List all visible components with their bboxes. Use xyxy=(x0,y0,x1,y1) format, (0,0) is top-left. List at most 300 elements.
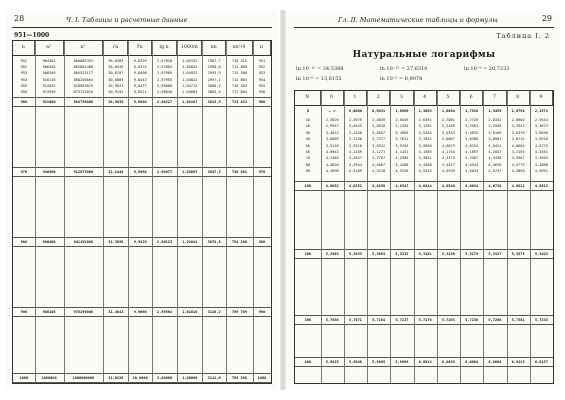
table-cell: 980100 xyxy=(42,310,56,314)
row-separator xyxy=(13,382,271,383)
table-cell: 3,7136 xyxy=(348,137,362,142)
table-cell: 5,3083 xyxy=(372,252,386,256)
table-cell: 5,3033 xyxy=(348,252,362,256)
table-cell: 5,3230 xyxy=(441,252,455,256)
table-cell: 4,1109 xyxy=(348,150,362,154)
table-cell: 4,6821 xyxy=(511,184,525,188)
left-page-number: 28 xyxy=(14,14,25,23)
table-cell: 5,7333 xyxy=(534,318,548,322)
table-cell: 3,9120 xyxy=(325,143,339,148)
table-cell: 0,6931 xyxy=(372,109,386,113)
column-header: πn²/4 xyxy=(226,41,253,55)
table-cell: 3,0910 xyxy=(372,124,386,129)
column-header: n² xyxy=(35,41,64,55)
table-cell: 3,1781 xyxy=(418,124,432,129)
table-cell: 865523177 xyxy=(73,71,94,76)
left-page xyxy=(6,10,278,390)
table-cell: 2,99123 xyxy=(156,240,173,244)
table-row xyxy=(295,317,553,323)
table-cell: 2,97864 xyxy=(156,65,173,70)
row-separator xyxy=(295,324,553,325)
table-cell: 3,4012 xyxy=(325,130,339,135)
table-cell: 100 xyxy=(304,184,312,188)
table-row xyxy=(13,375,271,381)
table-cell: 3,6636 xyxy=(534,130,548,135)
table-row xyxy=(295,130,553,136)
column-divider xyxy=(202,41,203,383)
table-cell: 10,0000 xyxy=(132,376,148,380)
table-cell: 4,3820 xyxy=(325,162,339,167)
constant-4: ln 10⁻⁶ = 13,8155 xyxy=(296,76,342,82)
table-cell: 5,3375 xyxy=(511,252,525,256)
column-header: 0 xyxy=(321,91,344,105)
table-cell: 952 xyxy=(20,65,28,70)
table-cell: 4,3307 xyxy=(465,156,479,161)
table-cell: 31,3050 xyxy=(108,240,124,244)
table-cell: 970 xyxy=(258,170,266,174)
table-cell: 4,5747 xyxy=(488,169,502,174)
table-cell: 2,97909 xyxy=(156,71,173,76)
column-divider xyxy=(152,41,153,383)
row-separator xyxy=(295,366,553,367)
table-cell: 30,9031 xyxy=(108,83,124,88)
table-row xyxy=(295,359,553,365)
table-cell: 1,04167 xyxy=(182,100,198,104)
table-cell: 2,1972 xyxy=(534,109,548,113)
column-divider xyxy=(414,91,415,383)
table-header xyxy=(295,91,553,106)
table-cell: 5,3423 xyxy=(534,252,548,256)
table-cell: 6,0088 xyxy=(488,360,502,364)
table-cell: 4,5109 xyxy=(348,169,362,174)
table-cell: 754 296 xyxy=(231,240,247,244)
table-cell: 9,9329 xyxy=(133,240,147,244)
column-header: ∛n xyxy=(128,41,151,55)
table-cell: 990 xyxy=(258,310,266,314)
table-cell: 4,2341 xyxy=(534,150,548,154)
table-cell: 2997,1 xyxy=(207,77,221,82)
table-cell: 90 xyxy=(305,169,310,174)
table-cell: 3110,2 xyxy=(207,310,221,314)
row-separator xyxy=(13,176,271,177)
table-cell: 5,2983 xyxy=(325,252,339,256)
table-cell: 990 xyxy=(20,310,28,314)
table-cell: 3,0445 xyxy=(348,124,362,129)
table-cell: 1,04822 xyxy=(182,77,198,82)
constant-3: ln 10⁻⁹ = 20,7233 xyxy=(464,66,510,72)
table-cell: 3,5553 xyxy=(441,130,455,135)
table-cell: 2,8332 xyxy=(488,118,502,122)
table-cell: 3,8501 xyxy=(488,137,502,142)
table-cell: 3078,8 xyxy=(207,240,221,244)
table-cell: 5,7268 xyxy=(488,318,502,322)
table-cell: 9,9666 xyxy=(133,310,147,314)
table-cell: 20 xyxy=(305,124,310,129)
table-cell: 4,6250 xyxy=(372,184,386,188)
table-cell: 980 xyxy=(20,240,28,244)
table-row xyxy=(295,155,553,161)
column-divider xyxy=(530,91,531,383)
table-row xyxy=(13,83,271,89)
table-cell: 3,6109 xyxy=(488,130,502,135)
table-row xyxy=(13,309,271,315)
table-cell: 4,1897 xyxy=(465,150,479,154)
table-row xyxy=(13,239,271,245)
table-cell: 3003,4 xyxy=(207,90,221,94)
table-cell: 4,2047 xyxy=(488,150,502,154)
table-cell: 873722816 xyxy=(73,90,94,94)
table-cell: 400 xyxy=(304,360,312,364)
table-cell: 4,3944 xyxy=(348,162,362,167)
table-cell: 1,04932 xyxy=(182,71,198,76)
table-cell: 953 xyxy=(258,71,266,76)
constant-1: ln 10⁻¹⁵ = 34,5388 xyxy=(296,66,344,72)
table-cell: 4,2195 xyxy=(511,150,525,154)
table-cell: 4,0775 xyxy=(534,143,548,148)
column-header: 4 xyxy=(414,91,437,105)
table-cell: 4,4067 xyxy=(372,162,386,167)
table-cell: 4,5951 xyxy=(534,169,548,174)
table-cell: 4,5218 xyxy=(372,169,386,174)
table-row xyxy=(295,117,553,123)
row-separator xyxy=(295,190,553,191)
table-row xyxy=(295,123,553,129)
row-separator xyxy=(295,258,553,259)
column-divider xyxy=(253,41,254,383)
table-cell: 3000,2 xyxy=(207,83,221,88)
table-cell: 5,7104 xyxy=(372,318,386,322)
table-cell: 1,00000 xyxy=(182,376,198,380)
table-cell: 4,6444 xyxy=(418,184,432,188)
table-cell: 769 769 xyxy=(231,310,247,314)
table-cell: 953 xyxy=(20,71,28,76)
table-row xyxy=(13,99,271,105)
table-cell: 870983875 xyxy=(73,83,94,88)
column-header: 6 xyxy=(460,91,483,105)
row-separator xyxy=(295,357,553,358)
table-cell: 2990,8 xyxy=(207,65,221,70)
table-cell: 4,4188 xyxy=(395,162,409,167)
table-cell: 3,6889 xyxy=(325,137,339,142)
table-cell: 2,9444 xyxy=(534,118,548,122)
table-cell: 717 804 xyxy=(231,90,247,94)
table-cell: 5,9965 xyxy=(372,360,386,364)
table-cell: 9,8374 xyxy=(133,65,147,70)
table-cell: 2,98046 xyxy=(156,90,173,94)
table-cell: 4,6634 xyxy=(465,184,479,188)
table-cell: 1000 xyxy=(19,376,29,380)
table-cell: 2,98677 xyxy=(156,170,173,174)
table-cell: 884736000 xyxy=(73,100,94,104)
table-cell: 4,6052 xyxy=(325,184,339,188)
table-cell: 1,6094 xyxy=(441,109,455,113)
table-cell: 1000 xyxy=(257,376,267,380)
column-header: 1 xyxy=(344,91,367,105)
table-cell: 4,0604 xyxy=(511,143,525,148)
table-cell: 4,0431 xyxy=(488,143,502,148)
table-cell: 4,4886 xyxy=(534,162,548,167)
table-cell: 5,3279 xyxy=(465,252,479,256)
table-cell: 30,8383 xyxy=(108,59,124,63)
table-cell: 9,8477 xyxy=(133,83,147,88)
row-separator xyxy=(13,97,271,98)
column-header: πn xyxy=(202,41,225,55)
table-cell: 30,8869 xyxy=(108,77,124,82)
table-header xyxy=(13,41,271,56)
table-cell: 3,9512 xyxy=(372,143,386,148)
table-cell: 5,7301 xyxy=(511,318,525,322)
column-header: 5 xyxy=(437,91,460,105)
table-cell: 6,0039 xyxy=(441,360,455,364)
table-cell: 3,1355 xyxy=(395,124,409,129)
table-cell: 3,4965 xyxy=(395,130,409,135)
table-row xyxy=(295,136,553,142)
table-cell: 5,9915 xyxy=(325,360,339,364)
table-cell: 40 xyxy=(305,137,310,142)
table-cell: 1,05152 xyxy=(182,59,198,63)
table-cell: 2,7726 xyxy=(465,118,479,122)
table-cell: 4,2767 xyxy=(372,156,386,161)
row-separator xyxy=(13,307,271,308)
table-cell: 3,7612 xyxy=(395,137,409,142)
table-cell: 723 823 xyxy=(231,100,247,104)
table-cell: 3,9703 xyxy=(395,143,409,148)
table-cell: 3,00000 xyxy=(156,376,173,380)
table-cell: 956 xyxy=(20,90,28,94)
table-cell: 4,3567 xyxy=(511,156,525,161)
table-cell: 3,7377 xyxy=(372,137,386,142)
table-cell: 2,5649 xyxy=(395,118,409,122)
table-cell: 940900 xyxy=(42,170,56,174)
column-divider xyxy=(226,41,227,383)
constant-5: ln 10⁻³ = 6,9078 xyxy=(380,76,423,82)
table-cell: 9,8511 xyxy=(133,90,147,94)
table-cell: 4,5643 xyxy=(465,169,479,174)
column-header: n³ xyxy=(64,41,104,55)
constant-2: ln 10⁻¹² = 27,6310 xyxy=(380,66,428,72)
column-divider xyxy=(344,91,345,383)
table-cell: 30 xyxy=(305,130,310,135)
table-row xyxy=(13,58,271,64)
table-cell: 4,5850 xyxy=(511,169,525,174)
right-running-head: Гл. II. Математические таблицы и формулы xyxy=(338,16,498,24)
table-cell: 710 315 xyxy=(231,59,247,63)
table-cell: 60 xyxy=(305,150,310,154)
table-row xyxy=(295,183,553,189)
table-cell: 2,9957 xyxy=(325,124,339,129)
table-cell: 3,9890 xyxy=(418,143,432,148)
table-cell: 31,6228 xyxy=(108,376,124,380)
table-cell: 4,4659 xyxy=(488,162,502,167)
table-cell: 80 xyxy=(305,162,310,167)
table-cell: 30,9192 xyxy=(108,90,124,94)
table-cell: 5,9940 xyxy=(348,360,362,364)
table-cell: 3,4657 xyxy=(372,130,386,135)
table-cell: 3,2958 xyxy=(488,124,502,129)
table-row xyxy=(13,70,271,76)
column-divider xyxy=(177,41,178,383)
table-cell: 70 xyxy=(305,156,310,161)
table-cell: 30,9839 xyxy=(108,100,124,104)
table-cell: 3,3322 xyxy=(511,124,525,129)
natural-log-table xyxy=(294,90,554,384)
table-cell: 4,6347 xyxy=(395,184,409,188)
table-cell: 2,8904 xyxy=(511,118,525,122)
table-cell: 951 xyxy=(258,59,266,63)
table-cell: 910116 xyxy=(42,77,56,82)
table-cell: 960400 xyxy=(42,240,56,244)
table-cell: 2,98000 xyxy=(156,83,173,88)
column-divider xyxy=(35,41,36,383)
header-rule xyxy=(294,27,554,28)
table-cell: 970 xyxy=(20,170,28,174)
column-divider xyxy=(460,91,461,383)
column-header: lg n xyxy=(152,41,177,55)
column-header: N xyxy=(295,91,321,105)
right-page xyxy=(288,10,560,390)
table-cell: 30,8545 xyxy=(108,65,124,70)
table-cell: 3,6376 xyxy=(511,130,525,135)
table-cell: 3,8918 xyxy=(534,137,548,142)
table-cell: 970299000 xyxy=(73,310,94,314)
table-row xyxy=(295,108,553,114)
table-cell: 9,8990 xyxy=(133,170,147,174)
table-range-label: 951—1000 xyxy=(14,32,50,39)
table-row xyxy=(13,169,271,175)
table-row xyxy=(295,168,553,174)
column-divider xyxy=(128,41,129,383)
table-cell: 4,6540 xyxy=(441,184,455,188)
table-cell: 868250664 xyxy=(73,77,94,82)
table-cell: 3047,3 xyxy=(207,170,221,174)
table-cell: 913936 xyxy=(42,90,56,94)
table-cell: 941192000 xyxy=(73,240,94,244)
column-header: 9 xyxy=(530,91,553,105)
column-header: 3 xyxy=(390,91,413,105)
table-cell: 716 303 xyxy=(231,83,247,88)
column-header: √n xyxy=(103,41,128,55)
table-cell: 4,0254 xyxy=(465,143,479,148)
table-cell: 5,7170 xyxy=(418,318,432,322)
table-cell: 4,0943 xyxy=(325,150,339,154)
table-cell: 31,1448 xyxy=(108,170,124,174)
header-rule xyxy=(12,27,272,28)
row-separator xyxy=(295,181,553,182)
table-cell: 921600 xyxy=(42,100,56,104)
table-cell: 904401 xyxy=(42,59,56,63)
table-cell: 4,2485 xyxy=(325,156,339,161)
table-cell: 50 xyxy=(305,143,310,148)
table-cell: 785 398 xyxy=(231,376,247,380)
table-cell: 4,5539 xyxy=(441,169,455,174)
table-cell: 4,1589 xyxy=(418,150,432,154)
column-header: n xyxy=(253,41,271,55)
table-cell: 4,5326 xyxy=(395,169,409,174)
row-separator xyxy=(13,237,271,238)
table-cell: 10 xyxy=(305,118,310,122)
column-divider xyxy=(64,41,65,383)
table-row xyxy=(295,149,553,155)
table-row xyxy=(295,143,553,149)
table-cell: 6,0064 xyxy=(465,360,479,364)
table-cell: 1,04712 xyxy=(182,83,198,88)
table-cell: 1,03093 xyxy=(182,170,198,174)
table-cell: 3,7842 xyxy=(418,137,432,142)
table-cell: 4,4427 xyxy=(441,162,455,167)
table-cell: 5,3181 xyxy=(418,252,432,256)
table-cell: 2,4849 xyxy=(372,118,386,122)
row-separator xyxy=(295,315,553,316)
table-cell: 0,0000 xyxy=(348,109,362,113)
table-cell: 300 xyxy=(304,318,312,322)
column-divider xyxy=(367,91,368,383)
table-row xyxy=(295,251,553,257)
column-divider xyxy=(390,91,391,383)
table-cell: 1000000000 xyxy=(72,376,95,380)
row-separator xyxy=(13,167,271,168)
row-separator xyxy=(295,249,553,250)
table-cell: 2,0794 xyxy=(511,109,525,113)
row-separator xyxy=(13,316,271,317)
table-cell: 1,04603 xyxy=(182,90,198,94)
table-cell: 200 xyxy=(304,252,312,256)
table-cell: 4,5433 xyxy=(418,169,432,174)
table-cell: 9,8339 xyxy=(133,59,147,63)
table-cell: 952 xyxy=(258,65,266,70)
table-cell: 3,5835 xyxy=(465,130,479,135)
table-cell: 2993,9 xyxy=(207,71,221,76)
table-cell: 860085351 xyxy=(73,59,94,63)
table-cell: 5,3132 xyxy=(395,252,409,256)
table-cell: 3015,9 xyxy=(207,100,221,104)
table-cell: 4,3175 xyxy=(441,156,455,161)
table-cell: 2,3979 xyxy=(348,118,362,122)
table-cell: 3,8067 xyxy=(441,137,455,142)
table-cell: 713 306 xyxy=(231,71,247,76)
table-cell: 4,3041 xyxy=(418,156,432,161)
table-cell: 6,0113 xyxy=(511,360,525,364)
table-cell: 4,3438 xyxy=(488,156,502,161)
table-cell: 1,0986 xyxy=(395,109,409,113)
table-cell: 4,6728 xyxy=(488,184,502,188)
table-cell: 2,7081 xyxy=(441,118,455,122)
table-cell: — ∞ xyxy=(328,109,336,113)
table-cell: 0 xyxy=(306,109,309,113)
table-cell: 960 xyxy=(20,100,28,104)
table-cell: 2,97955 xyxy=(156,77,173,82)
table-row xyxy=(13,77,271,83)
table-cell: 5,7236 xyxy=(465,318,479,322)
table-cell: 4,1271 xyxy=(372,150,386,154)
column-divider xyxy=(321,91,322,383)
table-cell: 9,8408 xyxy=(133,71,147,76)
table-cell: 862801408 xyxy=(73,65,94,70)
table-cell: 6,0014 xyxy=(418,360,432,364)
table-cell: 5,9989 xyxy=(395,360,409,364)
table-cell: 5,3327 xyxy=(488,252,502,256)
table-cell: 3,4340 xyxy=(348,130,362,135)
table-cell: 3,8712 xyxy=(511,137,525,142)
table-cell: 4,6913 xyxy=(534,184,548,188)
table-cell: 738 981 xyxy=(231,170,247,174)
table-cell: 5,7038 xyxy=(325,318,339,322)
table-cell: 4,2627 xyxy=(348,156,362,161)
table-cell: 4,2905 xyxy=(395,156,409,161)
table-cell: 1,01010 xyxy=(182,310,198,314)
table-cell: 5,7071 xyxy=(348,318,362,322)
table-cell: 1,05042 xyxy=(182,65,198,70)
table-cell: 3,2189 xyxy=(441,124,455,129)
